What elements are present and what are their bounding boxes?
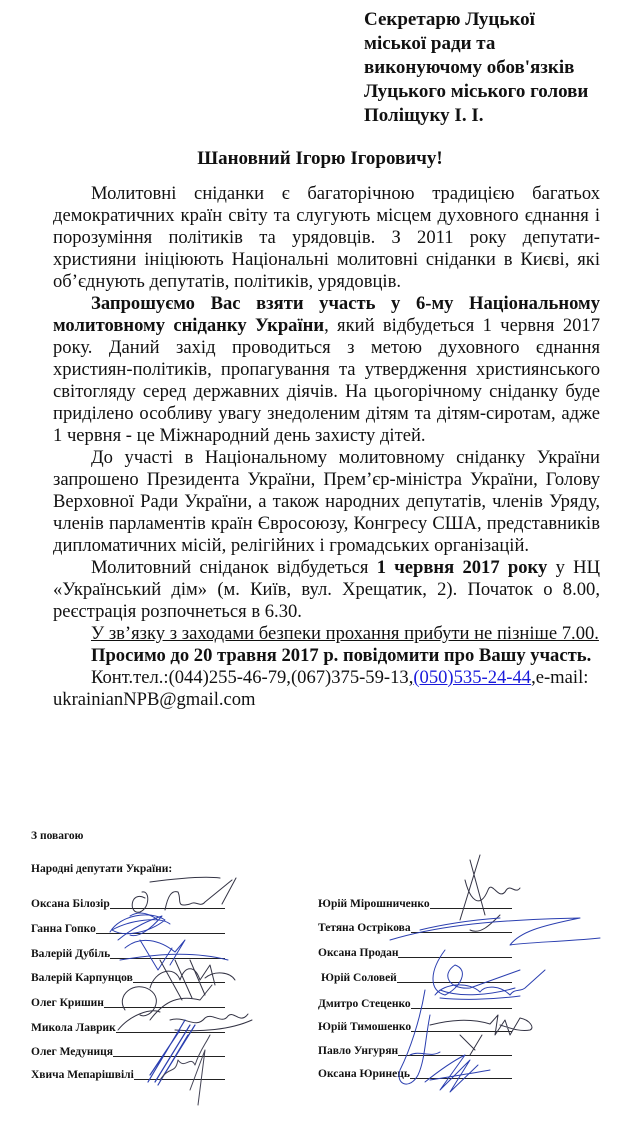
- signature-line: [397, 981, 512, 983]
- signatory-name: Валерій Дубіль: [31, 948, 111, 960]
- paragraph-intro: Молитовні сніданки є багаторічною традицією багатьох демократичних країн світу та слугують місцем духовного єднання і порозуміння політиків та урядовців. З 2011 року депутати-християни ініціюють Національні молитовні сніданки в Києві, які об’єднують депутатів, політиків, урядовців.: [53, 183, 600, 292]
- paragraph-contacts: [53, 667, 600, 711]
- signature-line: [116, 1031, 225, 1033]
- signature-line: [411, 1007, 512, 1009]
- signatories-heading: Народні депутати України:: [31, 863, 173, 875]
- signatory-name: Хвича Мепарішвілі: [31, 1069, 134, 1081]
- addressee-line: Поліщуку І. І.: [364, 105, 484, 126]
- signature-line: [113, 1055, 225, 1057]
- signatory-name: Тетяна Острікова: [318, 922, 411, 934]
- addressee-line: Луцького міського голови: [364, 81, 589, 102]
- signature-row: [318, 897, 512, 911]
- phone-link[interactable]: (050)535-24-44: [413, 667, 532, 688]
- signature-line: [410, 1077, 512, 1079]
- invitation-text: , який відбудеться 1 червня 2017 року. Даний захід проводиться з метою духовного єднання християн-політиків, пропагування та утвердження християнського світогляду серед державних діячів. На цьогорічному сніданку буде приділено особливу увагу знедоленим дітям та дітям-сиротам, адже 1 червня - це Міжнародний день захисту дітей.: [53, 315, 601, 446]
- contact-email: ,e-mail: ukrainianNPB@gmail.com: [53, 667, 589, 710]
- signature-row: [31, 1068, 225, 1082]
- paragraph-invitation: [53, 293, 600, 447]
- signature-line: [104, 1006, 225, 1008]
- signature-miroshnychenko: [460, 855, 520, 931]
- signature-line: [110, 907, 225, 909]
- signature-row: [318, 997, 512, 1011]
- signatory-name: Дмитро Стеценко: [318, 998, 411, 1010]
- signature-row: [31, 996, 225, 1010]
- signatory-name: Павло Унгурян: [318, 1045, 399, 1057]
- signatory-name: Юрій Соловей: [321, 972, 397, 984]
- signature-line: [134, 1078, 225, 1080]
- paragraph-rsvp: [53, 645, 600, 667]
- venue-text-rest: у НЦ «Український дім» (м. Київ, вул. Хрещатик, 2). Початок о 8.00, реєстрація розпочнеться в 6.30.: [53, 557, 601, 622]
- security-note: У зв’язку з заходами безпеки прохання прибути не пізніше 7.00.: [91, 623, 599, 644]
- signatory-name: Ганна Гопко: [31, 923, 96, 935]
- closing-text: З повагою: [31, 830, 84, 842]
- signature-row: [31, 922, 225, 936]
- signature-row: [318, 921, 512, 935]
- signatory-name: Юрій Тимошенко: [318, 1021, 412, 1033]
- signature-row: [31, 971, 225, 985]
- greeting: Шановний Ігорю Ігоровичу!: [197, 148, 443, 169]
- paragraph-venue: [53, 557, 600, 623]
- rsvp-bold: Просимо до 20 травня 2017 р. повідомити про Вашу участь.: [91, 645, 592, 666]
- signature-line: [411, 1030, 512, 1032]
- signature-row: [31, 947, 225, 961]
- venue-text: Молитовний сніданок відбудеться: [91, 557, 377, 578]
- signature-line: [398, 1054, 512, 1056]
- signatory-name: Оксана Юринець: [318, 1068, 410, 1080]
- addressee-line: виконуючому обов'язків: [364, 57, 575, 78]
- paragraph-guests: До участі в Національному молитовному сніданку України запрошено Президента України, Прем’єр-міністра України, Голову Верховної Ради України, а також народних депутатів, членів Уряду, членів парламентів країн Євросоюзу, Конгресу США, представників дипломатичних місій, релігійних і громадських організацій.: [53, 447, 600, 556]
- contact-phones: Конт.тел.:(044)255-46-79,(067)375-59-13,: [91, 667, 414, 688]
- signatory-name: Олег Медуниця: [31, 1046, 113, 1058]
- addressee-line: Секретарю Луцької: [364, 9, 535, 30]
- signature-row: [318, 1067, 512, 1081]
- addressee-line: міської ради та: [364, 33, 496, 54]
- invitation-bold: Запрошуємо Вас взяти участь у 6-му Національному молитовному сніданку України: [53, 293, 600, 336]
- signature-line: [411, 931, 512, 933]
- signatory-name: Олег Кришин: [31, 997, 104, 1009]
- signature-row: [31, 897, 225, 911]
- signatory-name: Валерій Карпунцов: [31, 972, 133, 984]
- signature-line: [110, 957, 225, 959]
- paragraph-security: [53, 623, 600, 645]
- signature-row: [31, 1045, 225, 1059]
- venue-date-bold: 1 червня 2017 року: [376, 557, 548, 578]
- signature-line: [96, 932, 225, 934]
- addressee-block: [364, 8, 634, 128]
- signatory-name: Оксана Продан: [318, 947, 399, 959]
- signature-line: [398, 956, 512, 958]
- signature-row: [31, 1021, 225, 1035]
- signature-row: [318, 1020, 512, 1034]
- signature-row: [318, 946, 512, 960]
- signature-row: [318, 971, 512, 985]
- letter-body: [53, 183, 600, 711]
- signatory-name: Оксана Білозір: [31, 898, 110, 910]
- signature-row: [318, 1044, 512, 1058]
- signature-line: [133, 981, 225, 983]
- signatory-name: Микола Лаврик: [31, 1022, 116, 1034]
- signatory-name: Юрій Мірошниченко: [318, 898, 430, 910]
- signature-line: [430, 907, 512, 909]
